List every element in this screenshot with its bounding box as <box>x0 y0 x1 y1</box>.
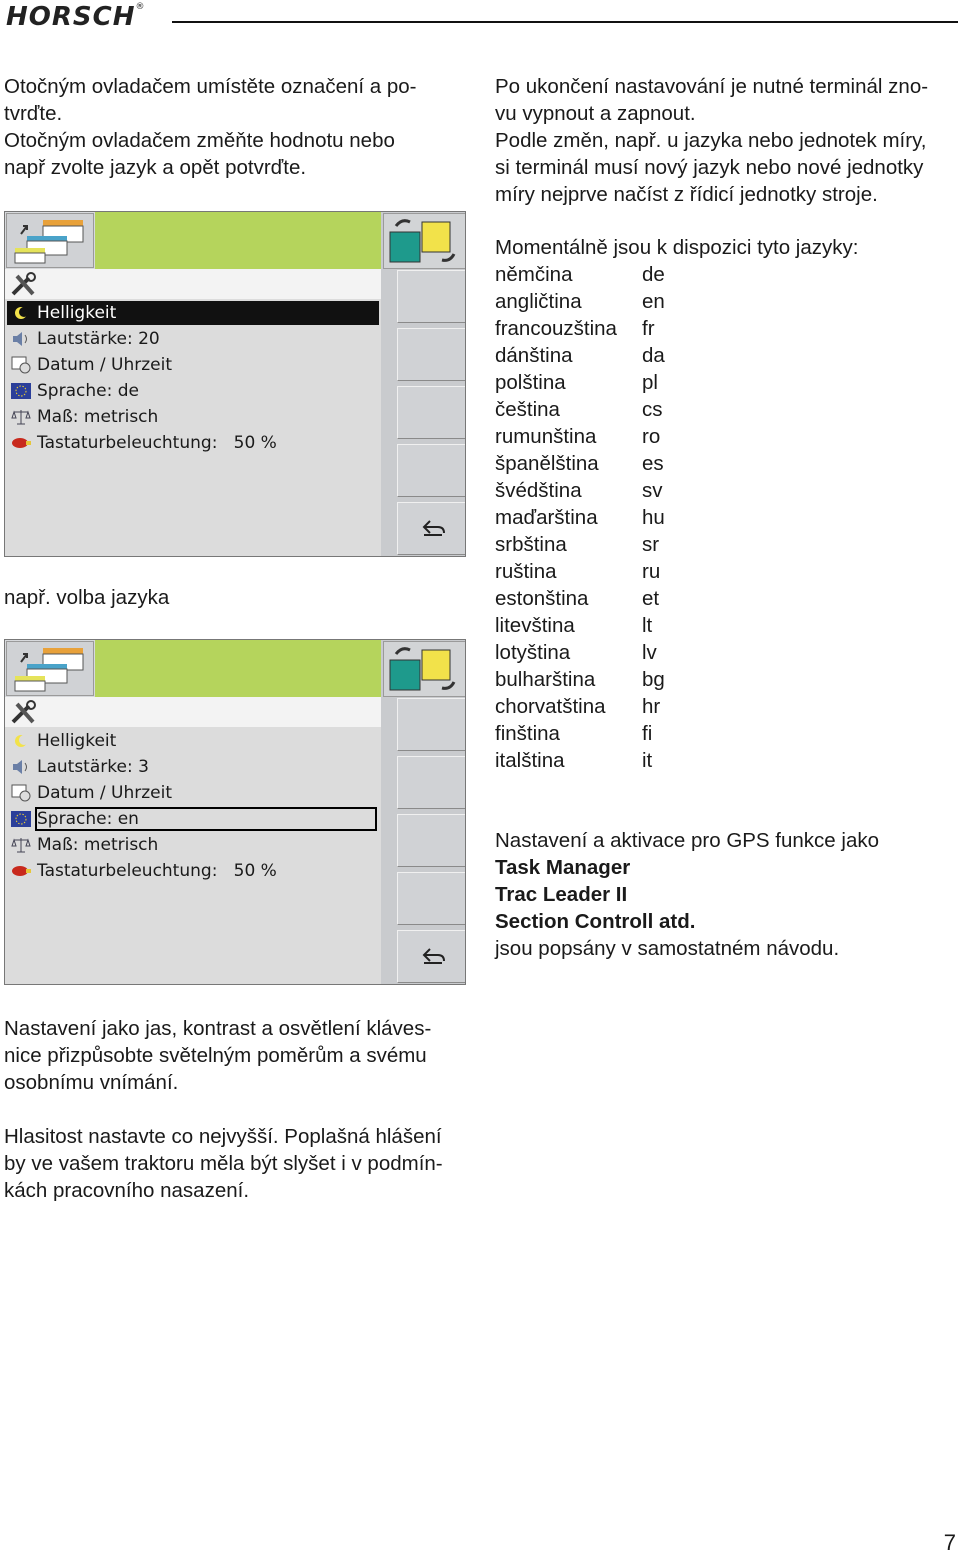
menu-item-label: Maß: metrisch <box>37 407 159 427</box>
menu-item-language[interactable] <box>7 379 379 403</box>
data-transfer-icon[interactable] <box>383 641 466 697</box>
softkey-1[interactable] <box>397 698 466 751</box>
language-code: lt <box>642 614 653 637</box>
softkey-marker <box>465 838 466 842</box>
menu-item-units[interactable] <box>7 833 379 857</box>
menu-item-label: Maß: metrisch <box>37 835 159 855</box>
gps-intro: Nastavení a aktivace pro GPS funkce jako <box>495 829 880 852</box>
language-code: cs <box>642 398 663 421</box>
language-code: sv <box>642 479 663 502</box>
softkey-marker <box>465 896 466 900</box>
right-intro-line: míry nejprve načíst z řídicí jednotky stroje. <box>495 183 878 206</box>
menu-item-date-time[interactable] <box>7 353 379 377</box>
left-intro-line: např zvolte jazyk a opět potvrďte. <box>4 156 307 179</box>
menu-item-label: Sprache: de <box>37 381 139 401</box>
menu-item-brightness[interactable] <box>7 301 379 325</box>
menu-item-units[interactable] <box>7 405 379 429</box>
right-intro-line: Po ukončení nastavování je nutné terminál zno- <box>495 75 929 98</box>
language-code: ru <box>642 560 661 583</box>
language-code: en <box>642 290 665 313</box>
menu-item-label: Datum / Uhrzeit <box>37 783 173 803</box>
softkey-marker <box>465 352 466 356</box>
language-code: et <box>642 587 660 610</box>
right-intro-line: si terminál musí nový jazyk nebo nové jednotky <box>495 156 924 179</box>
brightness-icon <box>11 304 31 322</box>
settings-table-icon[interactable] <box>6 641 94 696</box>
language-code: hu <box>642 506 665 529</box>
screen-title-bar <box>95 640 381 697</box>
speaker-icon <box>11 758 31 776</box>
brightness-icon <box>11 732 31 750</box>
note-line: by ve vašem traktoru měla být slyšet i v podmín- <box>4 1152 443 1175</box>
language-code: fr <box>642 317 655 340</box>
eu-flag-icon <box>11 810 31 828</box>
language-name: lotyština <box>495 641 571 664</box>
language-code: de <box>642 263 665 286</box>
eu-flag-icon <box>11 382 31 400</box>
language-code: it <box>642 749 653 772</box>
language-code: lv <box>642 641 657 664</box>
keyboard-light-icon <box>11 862 31 880</box>
note-line: kách pracovního nasazení. <box>4 1179 250 1202</box>
scale-icon <box>11 836 31 854</box>
back-softkey[interactable] <box>397 502 466 555</box>
screen-title-bar <box>95 212 381 269</box>
return-arrow-icon <box>420 515 448 546</box>
terminal-screen-2 <box>4 639 466 985</box>
menu-item-keyboard-light[interactable] <box>7 859 379 883</box>
softkey-marker <box>465 294 466 298</box>
language-name: italština <box>495 749 565 772</box>
page-number: 7 <box>943 1530 956 1555</box>
language-code: es <box>642 452 664 475</box>
language-name: čeština <box>495 398 560 421</box>
screen-header-strip <box>5 697 381 727</box>
menu-item-label: Sprache: en <box>37 809 139 829</box>
softkey-marker <box>465 780 466 784</box>
gps-note <box>495 827 957 962</box>
gps-outro: jsou popsány v samostatném návodu. <box>495 937 840 960</box>
return-arrow-icon <box>420 943 448 974</box>
settings-table-icon[interactable] <box>6 213 94 268</box>
back-softkey[interactable] <box>397 930 466 983</box>
language-name: francouzština <box>495 317 617 340</box>
language-name: finština <box>495 722 560 745</box>
language-name: litevština <box>495 614 575 637</box>
tools-icon <box>9 272 37 298</box>
keyboard-light-icon <box>11 434 31 452</box>
brightness-note <box>4 1015 474 1096</box>
gps-item: Trac Leader II <box>495 883 628 906</box>
language-code: pl <box>642 371 658 394</box>
language-code: ro <box>642 425 661 448</box>
softkey-4[interactable] <box>397 872 466 925</box>
softkey-marker <box>465 954 466 958</box>
language-name: dánština <box>495 344 573 367</box>
terminal-screen-1 <box>4 211 466 557</box>
softkey-3[interactable] <box>397 386 466 439</box>
softkey-4[interactable] <box>397 444 466 497</box>
language-code: hr <box>642 695 661 718</box>
scale-icon <box>11 408 31 426</box>
menu-item-label: Datum / Uhrzeit <box>37 355 173 375</box>
volume-note <box>4 1123 474 1204</box>
language-name: srbština <box>495 533 567 556</box>
language-code: fi <box>642 722 653 745</box>
menu-item-label: Helligkeit <box>37 303 117 323</box>
menu-item-brightness[interactable] <box>7 729 379 753</box>
softkey-marker <box>465 410 466 414</box>
menu-item-language[interactable] <box>7 807 379 831</box>
language-code: da <box>642 344 665 367</box>
calendar-clock-icon <box>11 356 31 374</box>
menu-item-label: Lautstärke: 20 <box>37 329 160 349</box>
menu-item-date-time[interactable] <box>7 781 379 805</box>
speaker-icon <box>11 330 31 348</box>
language-name: rumunština <box>495 425 597 448</box>
softkey-2[interactable] <box>397 756 466 809</box>
language-name: ruština <box>495 560 557 583</box>
language-name: maďarština <box>495 506 598 529</box>
language-name: polština <box>495 371 566 394</box>
gps-item: Section Controll atd. <box>495 910 696 933</box>
language-name: bulharština <box>495 668 596 691</box>
horsch-logo: HORSCH® <box>6 2 146 32</box>
menu-item-label: Lautstärke: 3 <box>37 757 149 777</box>
softkey-3[interactable] <box>397 814 466 867</box>
note-line: nice přizpůsobte světelným poměrům a svému <box>4 1044 427 1067</box>
language-code: sr <box>642 533 660 556</box>
softkey-marker <box>465 526 466 530</box>
left-intro-line: Otočným ovladačem změňte hodnotu nebo <box>4 129 395 152</box>
language-name: estonština <box>495 587 589 610</box>
note-line: Hlasitost nastavte co nejvyšší. Poplašná hlášení <box>4 1125 442 1148</box>
softkey-marker <box>465 468 466 472</box>
menu-item-label: Helligkeit <box>37 731 117 751</box>
language-code: bg <box>642 668 665 691</box>
menu-item-keyboard-light[interactable] <box>7 431 379 455</box>
header-rule <box>172 21 958 23</box>
languages-heading: Momentálně jsou k dispozici tyto jazyky: <box>495 236 859 259</box>
right-intro <box>495 73 957 208</box>
left-intro <box>4 73 474 181</box>
note-line: Nastavení jako jas, kontrast a osvětlení kláves- <box>4 1017 432 1040</box>
note-line: osobnímu vnímání. <box>4 1071 179 1094</box>
language-name: španělština <box>495 452 599 475</box>
language-name: němčina <box>495 263 573 286</box>
menu-item-volume[interactable] <box>7 755 379 779</box>
menu-item-label: Tastaturbeleuchtung: 50 % <box>37 861 277 881</box>
tools-icon <box>9 700 37 726</box>
gps-item: Task Manager <box>495 856 631 879</box>
language-caption: např. volba jazyka <box>4 586 170 609</box>
menu-item-volume[interactable] <box>7 327 379 351</box>
right-intro-line: vu vypnout a zapnout. <box>495 102 696 125</box>
menu-item-label: Tastaturbeleuchtung: 50 % <box>37 433 277 453</box>
language-name: chorvatština <box>495 695 606 718</box>
screen-header-strip <box>5 269 381 299</box>
language-name: švédština <box>495 479 582 502</box>
softkey-2[interactable] <box>397 328 466 381</box>
language-name: angličtina <box>495 290 582 313</box>
left-intro-line: Otočným ovladačem umístěte označení a po- <box>4 75 417 98</box>
calendar-clock-icon <box>11 784 31 802</box>
data-transfer-icon[interactable] <box>383 213 466 269</box>
right-intro-line: Podle změn, např. u jazyka nebo jednotek míry, <box>495 129 927 152</box>
left-intro-line: tvrďte. <box>4 102 63 125</box>
softkey-1[interactable] <box>397 270 466 323</box>
softkey-marker <box>465 722 466 726</box>
